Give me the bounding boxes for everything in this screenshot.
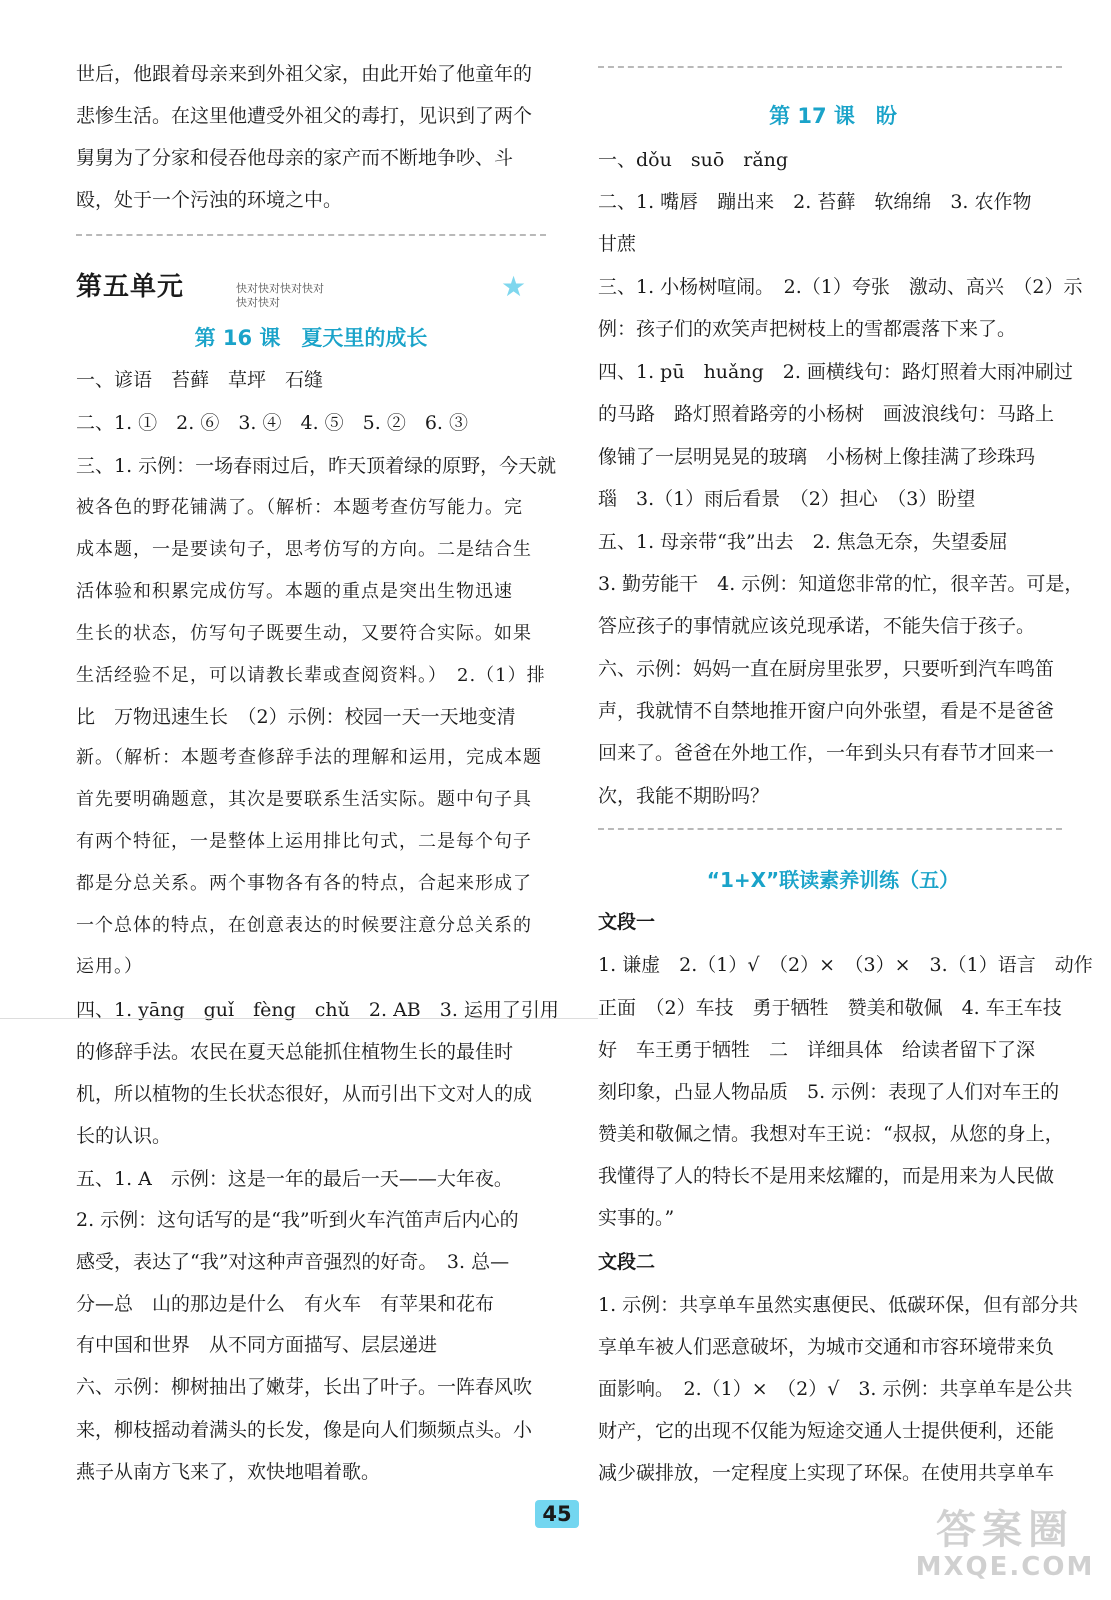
answer-line: 实事的。”	[598, 1207, 675, 1229]
answer-line: 声，我就情不自禁地推开窗户向外张望，看是不是爸爸	[598, 700, 1055, 722]
star-icon: ★	[501, 270, 527, 303]
handwritten-scribble: 快对快对快对快对快对快对	[236, 282, 324, 309]
answer-line: 的修辞手法。农民在夏天总能抓住植物生长的最佳时	[76, 1041, 514, 1063]
text-line: 世后，他跟着母亲来到外祖父家，由此开始了他童年的	[76, 63, 533, 85]
answer-line: 首先要明确题意，其次是要联系生活实际。题中句子具	[76, 789, 532, 810]
answer-line: 长的认识。	[76, 1125, 172, 1147]
answer-line: 1. 示例：共享单车虽然实惠便民、低碳环保，但有部分共	[598, 1294, 1079, 1316]
answer-line: 刻印象，凸显人物品质 5. 示例：表现了人们对车王的	[598, 1081, 1060, 1103]
answer-line: 五、1. 母亲带“我”出去 2. 焦急无奈，失望委屈	[598, 531, 1008, 553]
answer-line: 被各色的野花铺满了。（解析：本题考查仿写能力。完	[76, 497, 523, 518]
answer-line: 答应孩子的事情就应该兑现承诺，不能失信于孩子。	[598, 615, 1036, 637]
answer-line: 六、示例：妈妈一直在厨房里张罗，只要听到汽车鸣笛	[598, 658, 1055, 680]
answer-line: 感受，表达了“我”对这种声音强烈的好奇。 3. 总—	[76, 1251, 510, 1273]
section-label: 文段二	[598, 1251, 656, 1273]
section-divider	[598, 828, 1062, 830]
answer-line: 燕子从南方飞来了，欢快地唱着歌。	[76, 1461, 381, 1483]
answer-line: 成本题，一是要读句子，思考仿写的方向。二是结合生	[76, 539, 532, 560]
answer-line: 一个总体的特点，在创意表达的时候要注意分总关系的	[76, 915, 532, 936]
answer-line: 有两个特征，一是整体上运用排比句式，二是每个句子	[76, 831, 532, 852]
answer-line: 运用。）	[76, 956, 143, 977]
watermark-logo	[905, 1508, 1105, 1582]
answer-line: 分—总 山的那边是什么 有火车 有苹果和花布	[76, 1293, 495, 1315]
answer-line: 六、示例：柳树抽出了嫩芽，长出了叶子。一阵春风吹	[76, 1376, 533, 1398]
answer-line: 回来了。爸爸在外地工作，一年到头只有春节才回来一	[598, 742, 1055, 764]
answer-line: 赞美和敬佩之情。我想对车王说：“叔叔，从您的身上，	[598, 1123, 1064, 1145]
answer-line: 四、1. pū huǎng 2. 画横线句：路灯照着大雨冲刷过	[598, 361, 1073, 383]
answer-line: 减少碳排放，一定程度上实现了环保。在使用共享单车	[598, 1462, 1055, 1484]
answer-line: 次，我能不期盼吗？	[598, 785, 770, 807]
answer-line: 例：孩子们的欢笑声把树枝上的雪都震落下来了。	[598, 318, 1017, 340]
answer-line: 3. 勤劳能干 4. 示例：知道您非常的忙，很辛苦。可是，	[598, 573, 1084, 595]
answer-line: 财产，它的出现不仅能为短途交通人士提供便利，还能	[598, 1420, 1055, 1442]
answer-line: 新。（解析：本题考查修辞手法的理解和运用，完成本题	[76, 747, 542, 768]
page-number: 45	[535, 1500, 579, 1528]
answer-line: 比 万物迅速生长 （2）示例：校园一天一天地变清	[76, 706, 516, 728]
section-divider	[598, 66, 1062, 68]
answer-line: 好 车王勇于牺牲 二 详细具体 给读者留下了深	[598, 1039, 1036, 1061]
answer-line: 像铺了一层明晃晃的玻璃 小杨树上像挂满了珍珠玛	[598, 446, 1036, 468]
answer-line: 正面 （2）车技 勇于牺牲 赞美和敬佩 4. 车王车技	[598, 997, 1062, 1019]
section-divider	[76, 234, 546, 236]
answer-line: 二、1. ① 2. ⑥ 3. ④ 4. ⑤ 5. ② 6. ③	[76, 412, 469, 434]
answer-line: 三、1. 示例：一场春雨过后，昨天顶着绿的原野，今天就	[76, 455, 557, 477]
text-line: 舅舅为了分家和侵吞他母亲的家产而不断地争吵、斗	[76, 147, 514, 169]
answer-line: 1. 谦虚 2.（1）√ （2）× （3）× 3.（1）语言 动作	[598, 954, 1093, 976]
lesson-16-title: 第 16 课 夏天里的成长	[194, 326, 428, 350]
lesson-17-title: 第 17 课 盼	[769, 104, 897, 128]
answer-line: 五、1. A 示例：这是一年的最后一天——大年夜。	[76, 1168, 513, 1190]
answer-line: 一、dǒu suō rǎng	[598, 149, 789, 171]
unit-title: 第五单元	[76, 272, 185, 302]
answer-line: 二、1. 嘴唇 蹦出来 2. 苔藓 软绵绵 3. 农作物	[598, 191, 1032, 213]
answer-line: 生长的状态，仿写句子既要生动，又要符合实际。如果	[76, 623, 532, 644]
answer-line: 有中国和世界 从不同方面描写、层层递进	[76, 1334, 438, 1356]
answer-line: 面影响。 2.（1）× （2）√ 3. 示例：共享单车是公共	[598, 1378, 1073, 1400]
training-title: “1+X”联读素养训练（五）	[706, 868, 960, 892]
answer-line: 我懂得了人的特长不是用来炫耀的，而是用来为人民做	[598, 1165, 1055, 1187]
text-line: 悲惨生活。在这里他遭受外祖父的毒打，见识到了两个	[76, 105, 533, 127]
text-line: 殴，处于一个污浊的环境之中。	[76, 189, 343, 211]
answer-line: 活体验和积累完成仿写。本题的重点是突出生物迅速	[76, 581, 513, 602]
answer-line: 都是分总关系。两个事物各有各的特点，合起来形成了	[76, 873, 532, 894]
answer-line: 2. 示例：这句话写的是“我”听到火车汽笛声后内心的	[76, 1209, 519, 1231]
answer-line: 三、1. 小杨树喧闹。 2.（1）夸张 激动、高兴 （2）示	[598, 276, 1083, 298]
watermark-bottom: MXQE.COM	[915, 1552, 1095, 1582]
watermark-top: 答案圈	[936, 1507, 1074, 1553]
answer-line: 来，柳枝摇动着满头的长发，像是向人们频频点头。小	[76, 1419, 533, 1441]
answer-line: 一、谚语 苔藓 草坪 石缝	[76, 369, 324, 391]
answer-line: 生活经验不足，可以请教长辈或查阅资料。） 2.（1）排	[76, 665, 546, 686]
answer-line: 四、1. yāng guǐ fèng chǔ 2. AB 3. 运用了引用	[76, 999, 559, 1021]
faint-rule	[0, 1018, 598, 1019]
answer-line: 瑙 3.（1）雨后看景 （2）担心 （3）盼望	[598, 488, 976, 510]
answer-line: 享单车被人们恶意破坏，为城市交通和市容环境带来负	[598, 1336, 1055, 1358]
answer-line: 的马路 路灯照着路旁的小杨树 画波浪线句：马路上	[598, 403, 1055, 425]
section-label: 文段一	[598, 911, 656, 933]
answer-line: 甘蔗	[598, 233, 637, 255]
answer-line: 机，所以植物的生长状态很好，从而引出下文对人的成	[76, 1083, 533, 1105]
